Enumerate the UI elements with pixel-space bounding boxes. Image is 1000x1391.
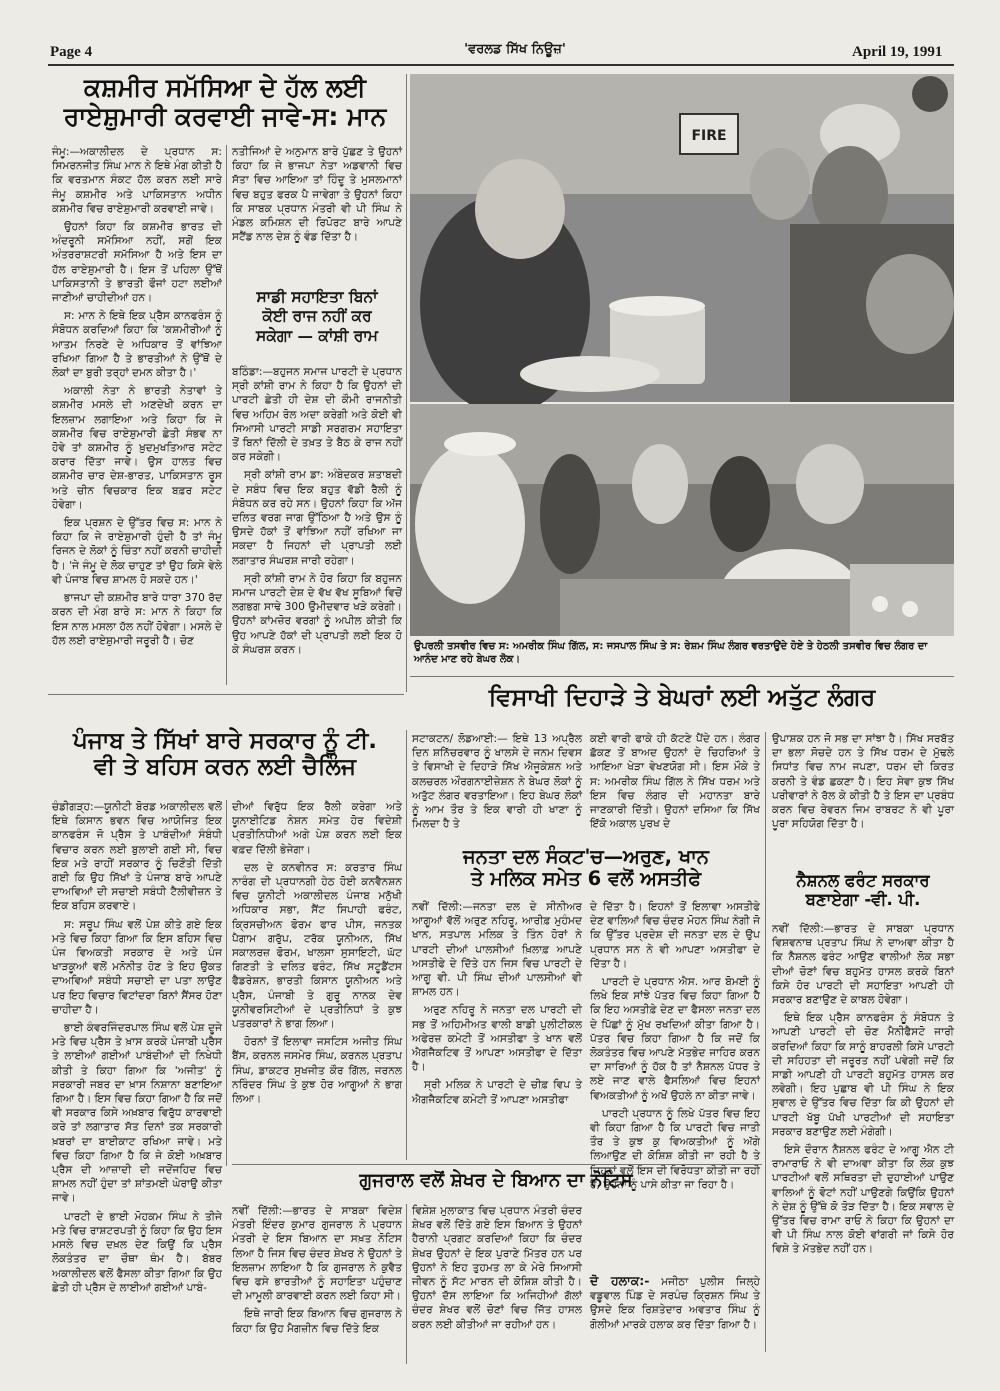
top-photo [410,74,954,402]
janata-dal-paragraph: ਸ੍ਰੀ ਮਲਿਕ ਨੇ ਪਾਰਟੀ ਦੇ ਚੀਫ਼ ਵਿਪ ਤੇ ਐਗਜੈਕਟਿਵ ਕਮੇਟੀ ਤੋਂ ਆਪਣਾ ਅਸਤੀਫਾ [412,1079,582,1106]
punjab-tv-paragraph: ਸ: ਸਰੂਪ ਸਿੰਘ ਵਲੋਂ ਪੇਸ਼ ਕੀਤੇ ਗਏ ਇਕ ਮਤੇ ਵਿਚ ਕਿਹਾ ਗਿਆ ਕਿ ਇਸ ਬਹਿਸ ਵਿਚ ਪੰਜ ਵਿਅਕਤੀ ਸਰਕਾਰ ਦੇ ਅਤੇ ਪੰਜ ਖਾੜਕੂਆਂ ਵਲੋਂ ਮਨੋਨੀਤ ਹੋਣ ਤੇ ਇਹ ਉਕਤ ਦਾਅਵਿਆਂ ਸਬੰਧੀ ਸਚਾਈ ਦਾ ਪਤਾ ਲਾਉਣ ਪਰ ਇਹ ਵਿਚਾਰ ਵਿਟਾਂਦਰਾ ਬਿਨਾਂ ਸੈਂਸਰ ਹੋਣਾ ਚਾਹੀਦਾ ਹੈ। [52,918,222,1016]
janata-dal-headline-line1: ਜਨਤਾ ਦਲ ਸੰਕਟ'ਚ—ਅਰੁਣ, ਖਾਨ [463,845,709,868]
kashmir-paragraph: ਅਕਾਲੀ ਨੇਤਾ ਨੇ ਭਾਰਤੀ ਨੇਤਾਵਾਂ ਤੇ ਕਸ਼ਮੀਰ ਮਸਲੇ ਦੀ ਅਣਦੇਖੀ ਕਰਨ ਦਾ ਇਲਜ਼ਾਮ ਲਗਾਇਆ ਅਤੇ ਕਿਹਾ ਕਿ ਜੇ ਕਸ਼ਮੀਰ ਵਿਚ ਰਾਏਸ਼ੁਮਾਰੀ ਛੇਤੀ ਸੰਭਵ ਨਾ ਹੋਵੇ ਤਾਂ ਕਸ਼ਮੀਰ ਨੂੰ ਖ਼ੁਦਮੁਖਤਿਆਰ ਸਟੇਟ ਕਰਾਰ ਦਿੱਤਾ ਜਾਵੇ। ਉਸ ਹਾਲਤ ਵਿਚ ਕਸ਼ਮੀਰ ਚਾਰ ਦੇਸ਼-ਭਾਰਤ, ਪਾਕਿਸਤਾਨ ਰੂਸ ਅਤੇ ਚੀਨ ਵਿਚਕਾਰ ਇਕ ਬਫ਼ਰ ਸਟੇਟ ਹੋਵੇਗਾ। [52,385,222,511]
national-front-body [772,922,954,1368]
kashmir-column-1 [52,145,222,690]
national-front-paragraph: ਨਵੀਂ ਦਿੱਲੀ:—ਭਾਰਤ ਦੇ ਸਾਬਕਾ ਪ੍ਰਧਾਨ ਵਿਸ਼ਵਨਾਥ ਪ੍ਰਤਾਪ ਸਿੰਘ ਨੇ ਦਾਅਵਾ ਕੀਤਾ ਹੈ ਕਿ ਨੈਸ਼ਨਲ ਫਰੰਟ ਆਉਣ ਵਾਲੀਆਂ ਲੋਕ ਸਭਾ ਦੀਆਂ ਚੋਣਾਂ ਵਿਚ ਬਹੁਮੱਤ ਹਾਸਲ ਕਰਕੇ ਬਿਨਾਂ ਕਿਸੇ ਹੋਰ ਪਾਰਟੀ ਦੀ ਸਹਾਇਤਾ ਆਪਣੀ ਹੀ ਸਰਕਾਰ ਬਣਾਉਣ ਦੇ ਕਾਬਲ ਹੋਵੇਗਾ। [772,923,954,1007]
national-front-headline-line1: ਨੈਸ਼ਨਲ ਫਰੰਟ ਸਰਕਾਰ [796,871,930,890]
gujral-column-2 [412,1204,582,1366]
gujral-paragraph: ਨਵੀਂ ਦਿੱਲੀ:—ਭਾਰਤ ਦੇ ਸਾਬਕਾ ਵਿਦੇਸ਼ ਮੰਤਰੀ ਇੰਦਰ ਕੁਮਾਰ ਗੁਜਰਾਲ ਨੇ ਪ੍ਰਧਾਨ ਮੰਤਰੀ ਦੇ ਇਸ ਬਿਆਨ ਦਾ ਸਖ਼ਤ ਨੋਟਿਸ ਲਿਆ ਹੈ ਜਿਸ ਵਿਚ ਚੰਦਰ ਸ਼ੇਖਰ ਨੇ ਉਹਨਾਂ ਤੇ ਇਲਜ਼ਾਮ ਲਾਇਆ ਹੈ ਕਿ ਗੁਜਰਾਲ ਨੇ ਕੁਵੈਤ ਵਿਚ ਫਸੇ ਭਾਰਤੀਆਂ ਨੂੰ ਸਹਾਇਤਾ ਪਹੁੰਚਾਣ ਦੀ ਮਾਮੂਲੀ ਕਾਰਵਾਈ ਕਰਨ ਲਈ ਕਿਹਾ ਸੀ। [232,1205,402,1303]
vaisakhi-column-2 [590,732,760,838]
paper-name: 'ਵਰਲਡ ਸਿੱਖ ਨਿਊਜ਼' [464,42,566,57]
kanshi-ram-paragraph: ਸ੍ਰੀ ਕਾਂਸ਼ੀ ਰਾਮ ਡਾ: ਅੰਬੇਦਕਰ ਸ਼ਤਾਬਦੀ ਦੇ ਸਬੰਧ ਵਿਚ ਇਕ ਬਹੁਤ ਵੱਡੀ ਰੈਲੀ ਨੂੰ ਸੰਬੋਧਨ ਕਰ ਰਹੇ ਸਨ। ਉਹਨਾਂ ਕਿਹਾ ਕਿ ਅੱਜ ਦਲਿਤ ਵਰਗ ਜਾਗ ਉੱਠਿਆ ਹੈ ਅਤੇ ਉਸ ਨੂੰ ਉਸਦੇ ਹੱਕਾਂ ਤੋਂ ਵਾਂਝਿਆ ਨਹੀਂ ਰਖਿਆ ਜਾ ਸਕਦਾ ਹੈ ਜਿਹਨਾਂ ਦੀ ਪ੍ਰਾਪਤੀ ਲਈ ਲਗਾਤਾਰ ਸੰਘਰਸ਼ ਜਾਰੀ ਰਹੇਗਾ। [232,469,402,567]
kanshi-ram-body [232,365,402,690]
gujral-paragraph: ਇਥੇ ਜਾਰੀ ਇਕ ਬਿਆਨ ਵਿਚ ਗੁਜਰਾਲ ਨੇ ਕਿਹਾ ਕਿ ਉਹ ਮੈਗਜ਼ੀਨ ਵਿਚ ਦਿੱਤੇ ਇਕ [232,1308,402,1335]
kashmir-paragraph: ਭਾਜਪਾ ਦੀ ਕਸ਼ਮੀਰ ਬਾਰੇ ਧਾਰਾ 370 ਰੱਦ ਕਰਨ ਦੀ ਮੰਗ ਬਾਰੇ ਸ: ਮਾਨ ਨੇ ਕਿਹਾ ਕਿ ਇਸ ਨਾਲ ਮਸਲਾ ਹੱਲ ਨਹੀਂ ਹੋਵੇਗਾ। ਮਸਲੇ ਦੇ ਹੱਲ ਲਈ ਰਾਏਸ਼ੁਮਾਰੀ ਜਰੂਰੀ ਹੈ। ਚੋਣ [52,592,222,647]
kanshi-ram-headline-line2: ਕੋਈ ਰਾਜ ਨਹੀਂ ਕਰ [262,307,372,326]
gujral-column-1 [232,1204,402,1366]
vaisakhi-paragraph: ਕਈ ਵਾਰੀ ਫਾਕੇ ਹੀ ਕੱਟਣੇ ਪੈਂਦੇ ਹਨ। ਲੰਗਰ ਛੱਕਣ ਤੋਂ ਬਾਅਦ ਉਹਨਾਂ ਦੇ ਚਿਹਰਿਆਂ ਤੇ ਆਇਆ ਖੇੜਾ ਵੇਖਣਯੋਗ ਸੀ। ਇਸ ਮੌਕੇ ਤੇ ਸ: ਅਮਰੀਕ ਸਿੰਘ ਗਿੱਲ ਨੇ ਸਿੱਖ ਧਰਮ ਅਤੇ ਇਸ ਵਿਚ ਲੰਗਰ ਦੀ ਮਹਾਨਤਾ ਬਾਰੇ ਜਾਣਕਾਰੀ ਦਿੱਤੀ। ਉਹਨਾਂ ਦਸਿਆ ਕਿ ਸਿੱਖ ਇੱਕੋ ਅਕਾਲ ਪੁਰਖ ਦੇ [590,733,760,831]
gujral-headline: ਗੁਜਰਾਲ ਵਲੋਂ ਸ਼ੇਖਰ ਦੇ ਬਿਆਨ ਦਾ ਨੋਟਿਸ [359,1170,633,1191]
section-rule [410,676,954,677]
section-rule [48,694,404,695]
kanshi-ram-paragraph: ਬਠਿੰਡਾ:—ਬਹੁਜਨ ਸਮਾਜ ਪਾਰਟੀ ਦੇ ਪ੍ਰਧਾਨ ਸ੍ਰੀ ਕਾਂਸ਼ੀ ਰਾਮ ਨੇ ਕਿਹਾ ਹੈ ਕਿ ਉਹਨਾਂ ਦੀ ਪਾਰਟੀ ਛੇਤੀ ਹੀ ਦੇਸ਼ ਦੀ ਕੌਮੀ ਰਾਜਨੀਤੀ ਵਿਚ ਅਹਿਮ ਰੋਲ ਅਦਾ ਕਰੇਗੀ ਅਤੇ ਕੋਈ ਵੀ ਸਿਆਸੀ ਪਾਰਟੀ ਸਾਡੀ ਸਰਗਰਮ ਸਹਾਇਤਾ ਤੋਂ ਬਿਨਾਂ ਦਿੱਲੀ ਦੇ ਤਖ਼ਤ ਤੇ ਬੈਠ ਕੇ ਰਾਜ ਨਹੀਂ ਕਰ ਸਕੇਗੀ। [232,366,402,464]
kashmir-headline-line2: ਰਾਏਸ਼ੁਮਾਰੀ ਕਰਵਾਈ ਜਾਵੇ-ਸ: ਮਾਨ [63,101,387,131]
punjab-tv-paragraph: ਚੰਡੀਗੜ੍ਹ:—ਯੂਨੀਟੀ ਬੋਰਡ ਅਕਾਲੀਦਲ ਵਲੋਂ ਇਥੇ ਕਿਸਾਨ ਭਵਨ ਵਿਚ ਆਯੋਜਿਤ ਇਕ ਕਾਨਫਰੰਸ ਜੋ ਪ੍ਰੈਸ ਤੇ ਪਾਬੰਦੀਆਂ ਸੰਬੰਧੀ ਵਿਚਾਰ ਕਰਨ ਲਈ ਬੁਲਾਈ ਗਈ ਸੀ, ਵਿਚ ਇਕ ਮਤੇ ਰਾਹੀਂ ਸਰਕਾਰ ਨੂੰ ਚਿਣੌਤੀ ਦਿੱਤੀ ਗਈ ਕਿ ਉਹ ਸਿੱਖਾਂ ਤੇ ਪੰਜਾਬ ਬਾਰੇ ਆਪਣੇ ਦਾਅਵਿਆਂ ਦੀ ਸਚਾਈ ਸਬੰਧੀ ਟੈਲੀਵੀਜ਼ਨ ਤੇ ਇਕ ਬਹਿਸ ਕਰਵਾਏ। [52,801,222,913]
punjab-tv-headline [52,728,398,781]
punjab-tv-column-2 [232,800,402,1160]
vaisakhi-column-3 [772,732,954,862]
kashmir-headline [52,74,398,132]
column-divider [765,732,766,1352]
janata-dal-headline [412,846,760,891]
national-front-paragraph: ਇਥੇ ਇਕ ਪ੍ਰੈਸ ਕਾਨਫਰੰਸ ਨੂੰ ਸੰਬੋਧਨ ਤੇ ਆਪਣੀ ਪਾਰਟੀ ਦੀ ਚੋਣ ਮੈਨੀਫੈਸਟੋ ਜਾਰੀ ਕਰਦਿਆਂ ਕਿਹਾ ਕਿ ਸਾਨੂੰ ਬਾਹਰਲੀ ਕਿਸੇ ਪਾਰਟੀ ਦੀ ਸਹਿਹਤਾ ਦੀ ਜਰੂਰਤ ਨਹੀਂ ਪਵੇਗੀ ਜਦੋਂ ਕਿ ਸਾਡੀ ਆਪਣੀ ਹੀ ਪਾਰਟੀ ਬਹੁਮੱਤ ਹਾਸਲ ਕਰ ਲਵੇਗੀ। ਇਹ ਪੁਛਾਬ ਵੀ ਪੀ ਸਿੰਘ ਨੇ ਇਕ ਸੁਵਾਲ ਦੇ ਉੱਤਰ ਵਿਚ ਦਿੱਤਾ ਕਿ ਕੀ ਉਹਨਾਂ ਦੀ ਪਾਰਟੀ ਖੱਬੂ ਪੱਖੀ ਪਾਰਟੀਆਂ ਦੀ ਸਹਾਇਤਾ ਸਰਕਾਰ ਬਣਾਉਣ ਲਈ ਮੰਗੇਗੀ। [772,1012,954,1138]
kanshi-ram-headline-line3: ਸਕੇਗਾ — ਕਾਂਸ਼ੀ ਰਾਮ [256,326,378,345]
vaisakhi-column-1 [412,732,582,838]
kashmir-column-2 [232,145,402,275]
kashmir-paragraph: ਜੰਮੂ:—ਅਕਾਲੀਦਲ ਦੇ ਪ੍ਰਧਾਨ ਸ: ਸਿਮਰਨਜੀਤ ਸਿੰਘ ਮਾਨ ਨੇ ਇਥੇ ਮੰਗ ਕੀਤੀ ਹੈ ਕਿ ਵਰਤਮਾਨ ਸੰਕਟ ਹੱਲ ਕਰਨ ਲਈ ਸਾਰੇ ਜੰਮੂ ਕਸ਼ਮੀਰ ਅਤੇ ਪਾਕਿਸਤਾਨ ਅਧੀਨ ਕਸ਼ਮੀਰ ਵਿਚ ਰਾਏਸ਼ੁਮਾਰੀ ਕਰਵਾਈ ਜਾਵੇ। [52,146,222,215]
kashmir-paragraph: ਇਕ ਪ੍ਰਸ਼ਨ ਦੇ ਉੱਤਰ ਵਿਚ ਸ: ਮਾਨ ਨੇ ਕਿਹਾ ਕਿ ਜੇ ਰਾਏਸ਼ੁਮਾਰੀ ਹੁੰਦੀ ਹੈ ਤਾਂ ਜੰਮੂ ਰਿਜਨ ਦੇ ਲੋਕਾਂ ਨੂੰ ਚਿੰਤਾ ਨਹੀਂ ਕਰਨੀ ਚਾਹੀਦੀ ਹੈ। 'ਜੇ ਜੰਮੂ ਦੇ ਲੋਕ ਚਾਹੁਣ ਤਾਂ ਉਹ ਕਿਸੇ ਵੇਲੇ ਵੀ ਪੰਜਾਬ ਵਿਚ ਸ਼ਾਮਲ ਹੋ ਸਕਦੇ ਹਨ।' [52,517,222,586]
janata-dal-paragraph: ਦੇ ਦਿੱਤਾ ਹੈ। ਇਹਨਾਂ ਤੋਂ ਇਲਾਵਾ ਅਸਤੀਫੇ ਦੇਣ ਵਾਲਿਆਂ ਵਿਚ ਚੰਦਰ ਮੋਹਨ ਸਿੰਘ ਨੇਗੀ ਜੋ ਕਿ ਉੱਤਰ ਪ੍ਰਦੇਸ਼ ਦੀ ਜਨਤਾ ਦਲ ਦੇ ਉਪ ਪ੍ਰਧਾਨ ਸਨ ਨੇ ਵੀ ਆਪਣਾ ਅਸਤੀਫਾ ਦੇ ਦਿੱਤਾ ਹੈ। [590,901,760,970]
bottom-photo [410,404,954,636]
kashmir-paragraph: ਸ: ਮਾਨ ਨੇ ਇਥੇ ਇਕ ਪ੍ਰੈਸ ਕਾਨਫਰੰਸ ਨੂੰ ਸੰਬੋਧਨ ਕਰਦਿਆਂ ਕਿਹਾ ਕਿ 'ਕਸ਼ਮੀਰੀਆਂ ਨੂੰ ਆਤਮ ਨਿਰਣੇ ਦੇ ਅਧਿਕਾਰ ਤੋਂ ਵਾਂਝਿਆ ਰਖਿਆ ਗਿਆ ਹੈ ਤੇ ਭਾਰਤੀਆਂ ਨੇ ਉੱਥੋਂ ਦੇ ਲੋਕਾਂ ਦਾ ਬੁਰੀ ਤਰ੍ਹਾਂ ਦਮਨ ਕੀਤਾ ਹੈ।' [52,310,222,380]
column-divider [406,1204,407,1364]
janata-dal-column-1 [412,900,582,1160]
punjab-tv-paragraph: ਹੋਰਨਾਂ ਤੋਂ ਇਲਾਵਾ ਜਸਟਿਸ ਅਜੀਤ ਸਿੰਘ ਬੈਂਸ, ਕਰਨਲ ਜਸਮੇਰ ਸਿੰਘ, ਕਰਨਲ ਪ੍ਰਤਾਪ ਸਿੰਘ, ਡਾਕਟਰ ਸੁਖਜੀਤ ਕੌਰ ਗਿੱਲ, ਜਰਨਲ ਨਰਿੰਦਰ ਸਿੰਘ ਤੇ ਕੁਝ ਹੋਰ ਆਗੂਆਂ ਨੇ ਭਾਗ ਲਿਆ। [232,1036,402,1106]
two-killed-text: ਮਜੀਠਾ ਪੁਲੀਸ ਜਿਲ੍ਹੇ ਵਡੂਵਾਲ ਪਿੰਡ ਦੇ ਸਰਪੰਚ ਕ੍ਰਿਸ਼ਨ ਸਿੰਘ ਤੇ ਉਸਦੇ ਇਕ ਰਿਸ਼ਤੇਦਾਰ ਅਵਤਾਰ ਸਿੰਘ ਨੂੰ ਗੋਲੀਆਂ ਮਾਰਕੇ ਹਲਾਕ ਕਰ ਦਿੱਤਾ ਗਿਆ ਹੈ। [590,1276,760,1331]
janata-dal-paragraph: ਨਵੀਂ ਦਿੱਲੀ:—ਜਨਤਾ ਦਲ ਦੇ ਸੀਨੀਅਰ ਆਗੂਆਂ ਵੱਲੋਂ ਅਰੁਣ ਨਹਿਰੂ, ਆਰੀਫ਼ ਮੁਹੰਮਦ ਖਾਨ, ਸਤਪਾਲ ਮਲਿਕ ਤੇ ਤਿੰਨ ਹੋਰਾਂ ਨੇ ਪਾਰਟੀ ਦੀਆਂ ਪਾਲਸੀਆਂ ਖ਼ਿਲਾਫ਼ ਆਪਣੇ ਅਸਤੀਫੇ ਦੇ ਦਿੱਤੇ ਹਨ ਜਿਸ ਵਿਚ ਪਾਰਟੀ ਦੇ ਆਗੂ ਵੀ. ਪੀ ਸਿੰਘ ਦੀਆਂ ਪਾਲਸੀਆਂ ਵੀ ਸ਼ਾਮਲ ਹਨ। [412,901,582,999]
national-front-headline [772,872,954,910]
vaisakhi-headline: ਵਿਸਾਖੀ ਦਿਹਾੜੇ ਤੇ ਬੇਘਰਾਂ ਲਈ ਅਤੁੱਟ ਲੰਗਰ [488,683,876,711]
column-divider [406,74,407,692]
kashmir-paragraph: ਨਤੀਜਿਆਂ ਦੇ ਅਨੁਮਾਨ ਬਾਰੇ ਪੁੱਛਣ ਤੇ ਉਹਨਾਂ ਕਿਹਾ ਕਿ ਜੇ ਭਾਜਪਾ ਨੇਤਾ ਅਡਵਾਨੀ ਵਿਚ ਸੱਤਾ ਵਿਚ ਆਇਆ ਤਾਂ ਹਿੰਦੂ ਤੇ ਮੁਸਲਮਾਨਾਂ ਵਿਚ ਬਹੁਤ ਫਰਕ ਪੈ ਜਾਵੇਗਾ ਤੇ ਉਹਨਾਂ ਕਿਹਾ ਕਿ ਸਾਬਕ ਪ੍ਰਧਾਨ ਮੰਤਰੀ ਵੀ ਪੀ ਸਿੰਘ ਨੇ ਮੰਡਲ ਕਮਿਸ਼ਨ ਦੀ ਰਿਪੋਰਟ ਬਾਰੇ ਆਪਣੇ ਸਟੈਂਡ ਨਾਲ ਦੇਸ਼ ਨੂੰ ਵੰਡ ਦਿੱਤਾ ਹੈ। [232,146,402,244]
janata-dal-paragraph: ਪਾਰਟੀ ਦੇ ਪ੍ਰਧਾਨ ਐਸ. ਆਰ ਬੋਮਈ ਨੂੰ ਲਿਖੇ ਇਕ ਸਾਂਝੇ ਪੱਤਰ ਵਿਚ ਕਿਹਾ ਗਿਆ ਹੈ ਕਿ ਇਹ ਅਸਤੀਫ਼ੇ ਦੇਣ ਦਾ ਫੈਸਲਾ ਜਨਤਾ ਦਲ ਦੇ ਪਿੱਛਾਂ ਨੂੰ ਮੁੱਖ ਰਖਦਿਆਂ ਕੀਤਾ ਗਿਆ ਹੈ। ਪੱਤਰ ਵਿਚ ਕਿਹਾ ਗਿਆ ਹੈ ਕਿ ਜਦੋਂ ਕਿ ਲੋਕਤੰਤਰ ਵਿਚ ਆਪਣੇ ਮੱਤਭੇਦ ਜਾਹਿਰ ਕਰਨ ਦਾ ਸਾਰਿਆਂ ਨੂੰ ਹੱਕ ਹੈ ਤਾਂ ਨੈਸ਼ਨਲ ਪੱਧਰ ਤੇ ਲਏ ਜਾਣ ਵਾਲੇ ਫੈਸਲਿਆਂ ਵਿਚ ਇਹਨਾਂ ਵਿਅਕਤੀਆਂ ਨੂੰ ਅਖੋਂ ਉਹਲੇ ਨਾ ਕੀਤਾ ਜਾਵੇ। [590,976,760,1102]
issue-date: April 19, 1991 [852,44,943,60]
punjab-tv-paragraph: ਦੀਆਂ ਵਿਰੁੱਧ ਇਕ ਰੈਲੀ ਕਰੇਗਾ ਅਤੇ ਯੂਨਾਈਟਿਡ ਨੇਸ਼ਨ ਸਮੇਤ ਹੋਰ ਵਿਦੇਸ਼ੀ ਪ੍ਰਤੀਨਿਧੀਆਂ ਅਗੇ ਪੇਸ਼ ਕਰਨ ਲਈ ਇਕ ਵਫ਼ਦ ਦਿੱਲੀ ਭੇਜੇਗਾ। [232,801,402,856]
photo-caption: ਉਪਰਲੀ ਤਸਵੀਰ ਵਿਚ ਸ: ਅਮਰੀਕ ਸਿੰਘ ਗਿੱਲ, ਸ: ਜਸਪਾਲ ਸਿੰਘ ਤੇ ਸ: ਰੇਸ਼ਮ ਸਿੰਘ ਲੰਗਰ ਵਰਤਾਉਂਦੇ ਹੋਏ ਤੇ ਹੇਠਲੀ ਤਸਵੀਰ ਵਿਚ ਲੰਗਰ ਦਾ ਆਨੰਦ ਮਾਣ ਰਹੇ ਬੇਘਰ ਲੋਕ। [414,641,928,665]
punjab-tv-headline-line2: ਵੀ ਤੇ ਬਹਿਸ ਕਰਨ ਲਈ ਚੈਲਿੰਜ [94,754,356,781]
national-front-paragraph: ਇਸੇ ਦੌਰਾਨ ਨੈਸ਼ਨਲ ਫਰੰਟ ਦੇ ਆਗੂ ਐਨ ਟੀ ਰਾਮਾਰਾਓ ਨੇ ਵੀ ਦਾਅਵਾ ਕੀਤਾ ਕਿ ਲੋਕ ਕੁਝ ਪਾਰਟੀਆਂ ਵਲੋਂ ਸਥਿਰਤਾ ਦੀ ਦੁਹਾਈਆਂ ਪਾਉਣ ਵਾਲਿਆਂ ਨੂੰ ਵੋਟਾਂ ਨਹੀਂ ਪਾਉਣਗੇ ਕਿਉਂਕਿ ਉਹਨਾਂ ਨੇ ਦੇਸ਼ ਨੂੰ ਉੱਥੇ ਕੋ ਤੋੜ ਦਿੱਤਾ ਹੈ। ਇਕ ਸਵਾਲ ਦੇ ਉੱਤਰ ਵਿਚ ਰਾਮਾ ਰਾਓ ਨੇ ਕਿਹਾ ਕਿ ਉਹਨਾਂ ਦਾ ਵੀ ਪੀ ਸਿੰਘ ਨਾਲ ਕੋਈ ਵਾਂਗਰੀ ਜਾਂ ਕਿਸੇ ਹੋਰ ਵਿਸ਼ੇ ਤੇ ਮੱਤਭੇਦ ਨਹੀਂ ਹਨ। [772,1144,954,1256]
column-divider [406,730,407,1160]
top-photo-image [410,74,954,402]
two-killed-brief [590,1274,760,1366]
punjab-tv-column-1 [52,800,222,1366]
kashmir-headline-line1: ਕਸ਼ਮੀਰ ਸਮੱਸਿਆ ਦੇ ਹੱਲ ਲਈ [84,73,366,102]
kanshi-ram-headline [232,288,402,346]
section-rule [232,1164,762,1165]
bottom-photo-image [410,404,954,636]
punjab-tv-headline-line1: ਪੰਜਾਬ ਤੇ ਸਿੱਖਾਂ ਬਾਰੇ ਸਰਕਾਰ ਨੂੰ ਟੀ. [72,728,377,754]
vaisakhi-paragraph: ਉਪਾਸ਼ਕ ਹਨ ਜੋ ਸਭ ਦਾ ਸਾਂਝਾ ਹੈ। ਸਿੱਖ ਸਰਬੱਤ ਦਾ ਭਲਾ ਸੋਚਦੇ ਹਨ ਤੇ ਸਿੱਖ ਧਰਮ ਦੇ ਮੁੱਢਲੇ ਸਿਧਾਂਤ ਵਿਚ ਨਾਮ ਜਪਣਾ, ਧਰਮ ਦੀ ਕਿਰਤ ਕਰਨੀ ਤੇ ਵੰਡ ਛਕਣਾ ਹੈ। ਇਹ ਸੇਵਾ ਕੁਝ ਸਿੱਖ ਪਰੀਵਾਰਾਂ ਨੇ ਰੱਲ ਕੇ ਕੀਤੀ ਹੈ ਤੇ ਇਸ ਦਾ ਪ੍ਰਬੰਧ ਕਰਨ ਵਿਚ ਰੇਵਰਨ ਜਿਮ ਰਾਬਰਟ ਨੇ ਵੀ ਪੂਰਾ ਪੂਰਾ ਸਹਿਯੋਗ ਦਿੱਤਾ ਹੈ। [772,733,954,831]
punjab-tv-paragraph: ਭਾਈ ਕੰਵਰਜਿੰਦਰਪਾਲ ਸਿੰਘ ਵਲੋਂ ਪੇਸ਼ ਦੂਜੇ ਮਤੇ ਵਿਚ ਪ੍ਰੈਸ ਤੇ ਖ਼ਾਸ ਕਰਕੇ ਪੰਜਾਬੀ ਪ੍ਰੈਸ ਤੇ ਲਾਈਆਂ ਗਈਆਂ ਪਾਬੰਦੀਆਂ ਦੀ ਨਿਖੇਧੀ ਕੀਤੀ ਤੇ ਕਿਹਾ ਗਿਆ ਕਿ 'ਅਜੀਤ' ਨੂੰ ਸਰਕਾਰੀ ਜਬਰ ਦਾ ਖ਼ਾਸ ਨਿਸ਼ਾਨਾ ਬਣਾਇਆ ਗਿਆ ਹੈ। ਇਸ ਵਿਚ ਕਿਹਾ ਗਿਆ ਹੈ ਕਿ ਜਦੋਂ ਵੀ ਸਰਕਾਰ ਕਿਸੇ ਅਖ਼ਬਾਰ ਵਿਰੁੱਧ ਕਾਰਵਾਈ ਕਰੇ ਤਾਂ ਲਗਾਤਾਰ ਸੱਤ ਦਿਨਾਂ ਤਕ ਸਰਕਾਰੀ ਖ਼ਬਰਾਂ ਦਾ ਬਾਈਕਾਟ ਰਖਿਆ ਜਾਵੇ। ਮਤੇ ਵਿਚ ਕਿਹਾ ਗਿਆ ਹੈ ਕਿ ਜੇ ਕੋਈ ਅਖ਼ਬਾਰ ਪ੍ਰੈਸ ਦੀ ਆਜ਼ਾਦੀ ਦੀ ਜਦੋਂਜਹਿਦ ਵਿਚ ਸ਼ਾਮਲ ਨਹੀਂ ਹੁੰਦਾ ਤਾਂ ਸ਼ਾਂਤਮਈ ਘੇਰਾਉ ਕੀਤਾ ਜਾਵੇ। [52,1022,222,1205]
kashmir-paragraph: ਉਹਨਾਂ ਕਿਹਾ ਕਿ ਕਸ਼ਮੀਰ ਭਾਰਤ ਦੀ ਅੰਦਰੂਨੀ ਸਮੱਸਿਆ ਨਹੀਂ, ਸਗੋਂ ਇਕ ਅੰਤਰਰਾਸ਼ਟਰੀ ਸਮੱਸਿਆ ਹੈ ਅਤੇ ਇਸ ਦਾ ਹੱਲ ਰਾਏਸ਼ੁਮਾਰੀ ਹੈ। ਇਸ ਤੋਂ ਪਹਿਲਾ ਉੱਥੋਂ ਪਾਕਿਸਤਾਨੀ ਤੇ ਭਾਰਤੀ ਫੌਜਾਂ ਹਟਾ ਲਈਆਂ ਜਾਣੀਆਂ ਚਾਹੀਦੀਆਂ ਹਨ। [52,221,222,305]
gujral-paragraph: ਵਿਸ਼ੇਸ਼ ਮੁਲਾਕਾਤ ਵਿਚ ਪ੍ਰਧਾਨ ਮੰਤਰੀ ਚੰਦਰ ਸ਼ੇਖਰ ਵਲੋਂ ਦਿੱਤੇ ਗਏ ਇਸ ਬਿਆਨ ਤੇ ਉਹਨਾਂ ਹੈਰਾਨੀ ਪ੍ਰਗਟ ਕਰਦਿਆਂ ਕਿਹਾ ਕਿ ਚੰਦਰ ਸ਼ੇਖਰ ਉਹਨਾਂ ਦੇ ਇਕ ਪੁਰਾਣੇ ਮਿੱਤਰ ਹਨ ਪਰ ਉਹਨਾਂ ਨੇ ਇਹ ਤੁਹਮਤ ਲਾ ਕੇ ਮੇਰੇ ਸਿਆਸੀ ਜੀਵਨ ਨੂੰ ਸੱਟ ਮਾਰਨ ਦੀ ਕੋਸ਼ਿਸ਼ ਕੀਤੀ ਹੈ। ਉਹਨਾਂ ਦੱਸ ਲਾਇਆ ਕਿ ਅਜਿਹੀਆਂ ਗੱਲਾਂ ਚੰਦਰ ਸ਼ੇਖਰ ਵਲੋਂ ਚੋਣਾਂ ਵਿਚ ਜਿੱਤ ਹਾਸਲ ਕਰਨ ਲਈ ਕੀਤੀਆਂ ਜਾ ਰਹੀਆਂ ਹਨ। [412,1205,582,1331]
fire-sign: FIRE [691,128,727,144]
column-divider [226,800,227,1166]
national-front-headline-line2: ਬਣਾਏਗਾ -ਵੀ. ਪੀ. [805,889,921,909]
janata-dal-paragraph: ਅਰੁਣ ਨਹਿਰੂ ਨੇ ਜਨਤਾ ਦਲ ਪਾਰਟੀ ਦੀ ਸਭ ਤੋਂ ਅਹਿਮੀਅਤ ਵਾਲੀ ਬਾਡੀ ਪੁਲੀਟੀਕਲ ਅਫੇਰਜ਼ ਕਮੇਟੀ ਤੋਂ ਅਸਤੀਫਾ ਤੇ ਖਾਨ ਵਲੋਂ ਐਗਜੈਕਟਿਵ ਤੋਂ ਆਪਣਾ ਅਸਤੀਫਾ ਦੇ ਦਿੱਤਾ ਹੈ। [412,1004,582,1074]
column-divider [226,145,227,685]
punjab-tv-paragraph: ਦਲ ਦੇ ਕਨਵੀਨਰ ਸ: ਕਰਤਾਰ ਸਿੰਘ ਨਾਰੰਗ ਦੀ ਪ੍ਰਧਾਨਗੀ ਹੇਠ ਹੋਈ ਕਨਵੈਨਸ਼ਨ ਵਿਚ ਯੂਨੀਟੀ ਅਕਾਲੀਦਲ ਪੰਜਾਬ ਮਨੁੱਖੀ ਅਧਿਕਾਰ ਸਭਾ, ਸੈਂਟ ਸਿਪਾਹੀ ਫਰੰਟ, ਕ੍ਰਿਸਚੀਅਨ ਫੋਰਮ ਫਾਰ ਪੀਸ, ਜਨਤਕ ਪੈਗਾਮ ਗਰੁੱਪ, ਟਰੱਕ ਯੂਨੀਅਨ, ਸਿੱਖ ਸਕਾਲਰਜ਼ ਫੋਰਮ, ਖਾਲਸਾ ਸੁਸਾਇਟੀ, ਘੱਟ ਗਿਣਤੀ ਤੇ ਦਲਿਤ ਫਰੰਟ, ਸਿੱਖ ਸਟੂਡੈਂਟਸ ਫੈਡਰੇਸ਼ਨ, ਭਾਰਤੀ ਕਿਸਾਨ ਯੂਨੀਅਨ ਅਤੇ ਪ੍ਰੈਸ, ਪੰਜਾਬੀ ਤੇ ਗੁਰੂ ਨਾਨਕ ਦੇਵ ਯੂਨੀਵਰਸਿਟੀਆਂ ਦੇ ਪ੍ਰਤੀਨਿਧਾਂ ਤੇ ਕੁਝ ਪਤਰਕਾਰਾਂ ਨੇ ਭਾਗ ਲਿਆ। [232,861,402,1031]
two-killed-paragraph [590,1274,760,1332]
punjab-tv-paragraph: ਪਾਰਟੀ ਦੇ ਭਾਈ ਮੋਹਕਮ ਸਿੰਘ ਨੇ ਤੀਜੇ ਮਤੇ ਵਿਚ ਰਾਸ਼ਟਰਪਤੀ ਨੂੰ ਕਿਹਾ ਕਿ ਉਹ ਇਸ ਮਸਲੇ ਵਿਚ ਦਖ਼ਲ ਦੇਣ ਕਿਉਂ ਕਿ ਪ੍ਰੈਸ ਲੋਕਤੰਤਰ ਦਾ ਚੌਥਾ ਥੰਮ ਹੈ। ਬੱਬਰ ਅਕਾਲੀਦਲ ਵਲੋਂ ਫੈਸਲਾ ਕੀਤਾ ਗਿਆ ਕਿ ਉਹ ਛੇਤੀ ਹੀ ਪ੍ਰੈਸ ਦੇ ਲਾਈਆਂ ਗਈਆਂ ਪਾਬੰ- [52,1210,222,1294]
kanshi-ram-paragraph: ਸ੍ਰੀ ਕਾਂਸ਼ੀ ਰਾਮ ਨੇ ਹੋਰ ਕਿਹਾ ਕਿ ਬਹੁਜਨ ਸਮਾਜ ਪਾਰਟੀ ਦੇਸ਼ ਦੇ ਵੱਖ ਵੱਖ ਸੂਬਿਆਂ ਵਿਚੋਂ ਲਗਭਗ ਸਾਢੇ 300 ਉਮੀਦਵਾਰ ਖੜੇ ਕਰੇਗੀ। ਉਹਨਾਂ ਕਾਂਮਜ਼ੋਰ ਵਰਗਾਂ ਨੂੰ ਅਪੀਲ ਕੀਤੀ ਕਿ ਉਹ ਆਪਣੇ ਹੱਕਾਂ ਦੀ ਪ੍ਰਾਪਤੀ ਲਈ ਇਕ ਹੋ ਕੇ ਸੰਘਰਸ਼ ਕਰਨ। [232,572,402,656]
header-rule [48,64,954,66]
janata-dal-column-2 [590,900,760,1191]
janata-dal-headline-line2: ਤੇ ਮਲਿਕ ਸਮੇਤ 6 ਵਲੋਂ ਅਸਤੀਫੇ [470,867,702,891]
janata-dal-paragraph: ਪਾਰਟੀ ਪ੍ਰਧਾਨ ਨੂੰ ਲਿਖੇ ਪੱਤਰ ਵਿਚ ਇਹ ਵੀ ਕਿਹਾ ਗਿਆ ਹੈ ਕਿ ਪਾਰਟੀ ਵਿਚ ਜਾਤੀ ਤੌਰ ਤੇ ਕੁਝ ਕੁ ਵਿਅਕਤੀਆਂ ਨੂੰ ਅੱਗੇ ਲਿਆਉਣ ਦੀ ਕੋਸ਼ਿਸ਼ ਕੀਤੀ ਜਾ ਰਹੀ ਹੈ ਤੇ ਜਿਹਨਾਂ ਵਲੋਂ ਇਸ ਦੀ ਵਿਰੋਧਤਾ ਕੀਤੀ ਜਾ ਰਹੀ ਹੈ, ਉਹਨਾਂ ਨੂੰ ਪਾਸੇ ਕੀਤਾ ਜਾ ਰਿਹਾ ਹੈ। [590,1107,760,1191]
two-killed-title: ਦੋ ਹਲਾਕ:- [590,1273,650,1288]
kanshi-ram-headline-line1: ਸਾਡੀ ਸਹਾਇਤਾ ਬਿਨਾਂ [256,288,378,306]
vaisakhi-paragraph: ਸਟਾਕਟਨ/ ਲੋਡਆਈ:— ਇਥੇ 13 ਅਪ੍ਰੈਲ ਦਿਨ ਸ਼ਨਿੱਚਰਵਾਰ ਨੂੰ ਖਾਲਸੇ ਦੇ ਜਨਮ ਦਿਵਸ ਤੇ ਵਿਸਾਖੀ ਦੇ ਦਿਹਾੜੇ ਸਿੱਖ ਐਜੂਕੇਸ਼ਨ ਅਤੇ ਕਲਚਰਲ ਔਰਗਨਾਈਜ਼ੇਸ਼ਨ ਨੇ ਬੇਘਰ ਲੋਕਾਂ ਨੂੰ ਅਤੁੱਟ ਲੰਗਰ ਵਰਤਾਇਆ। ਇਹ ਬੇਘਰ ਲੋਕਾਂ ਨੂੰ ਆਮ ਤੌਰ ਤੇ ਇਕ ਵਾਰੀ ਹੀ ਖਾਣਾ ਨੂੰ ਮਿਲਦਾ ਹੈ ਤੇ [412,733,582,831]
page-number: Page 4 [50,44,93,60]
